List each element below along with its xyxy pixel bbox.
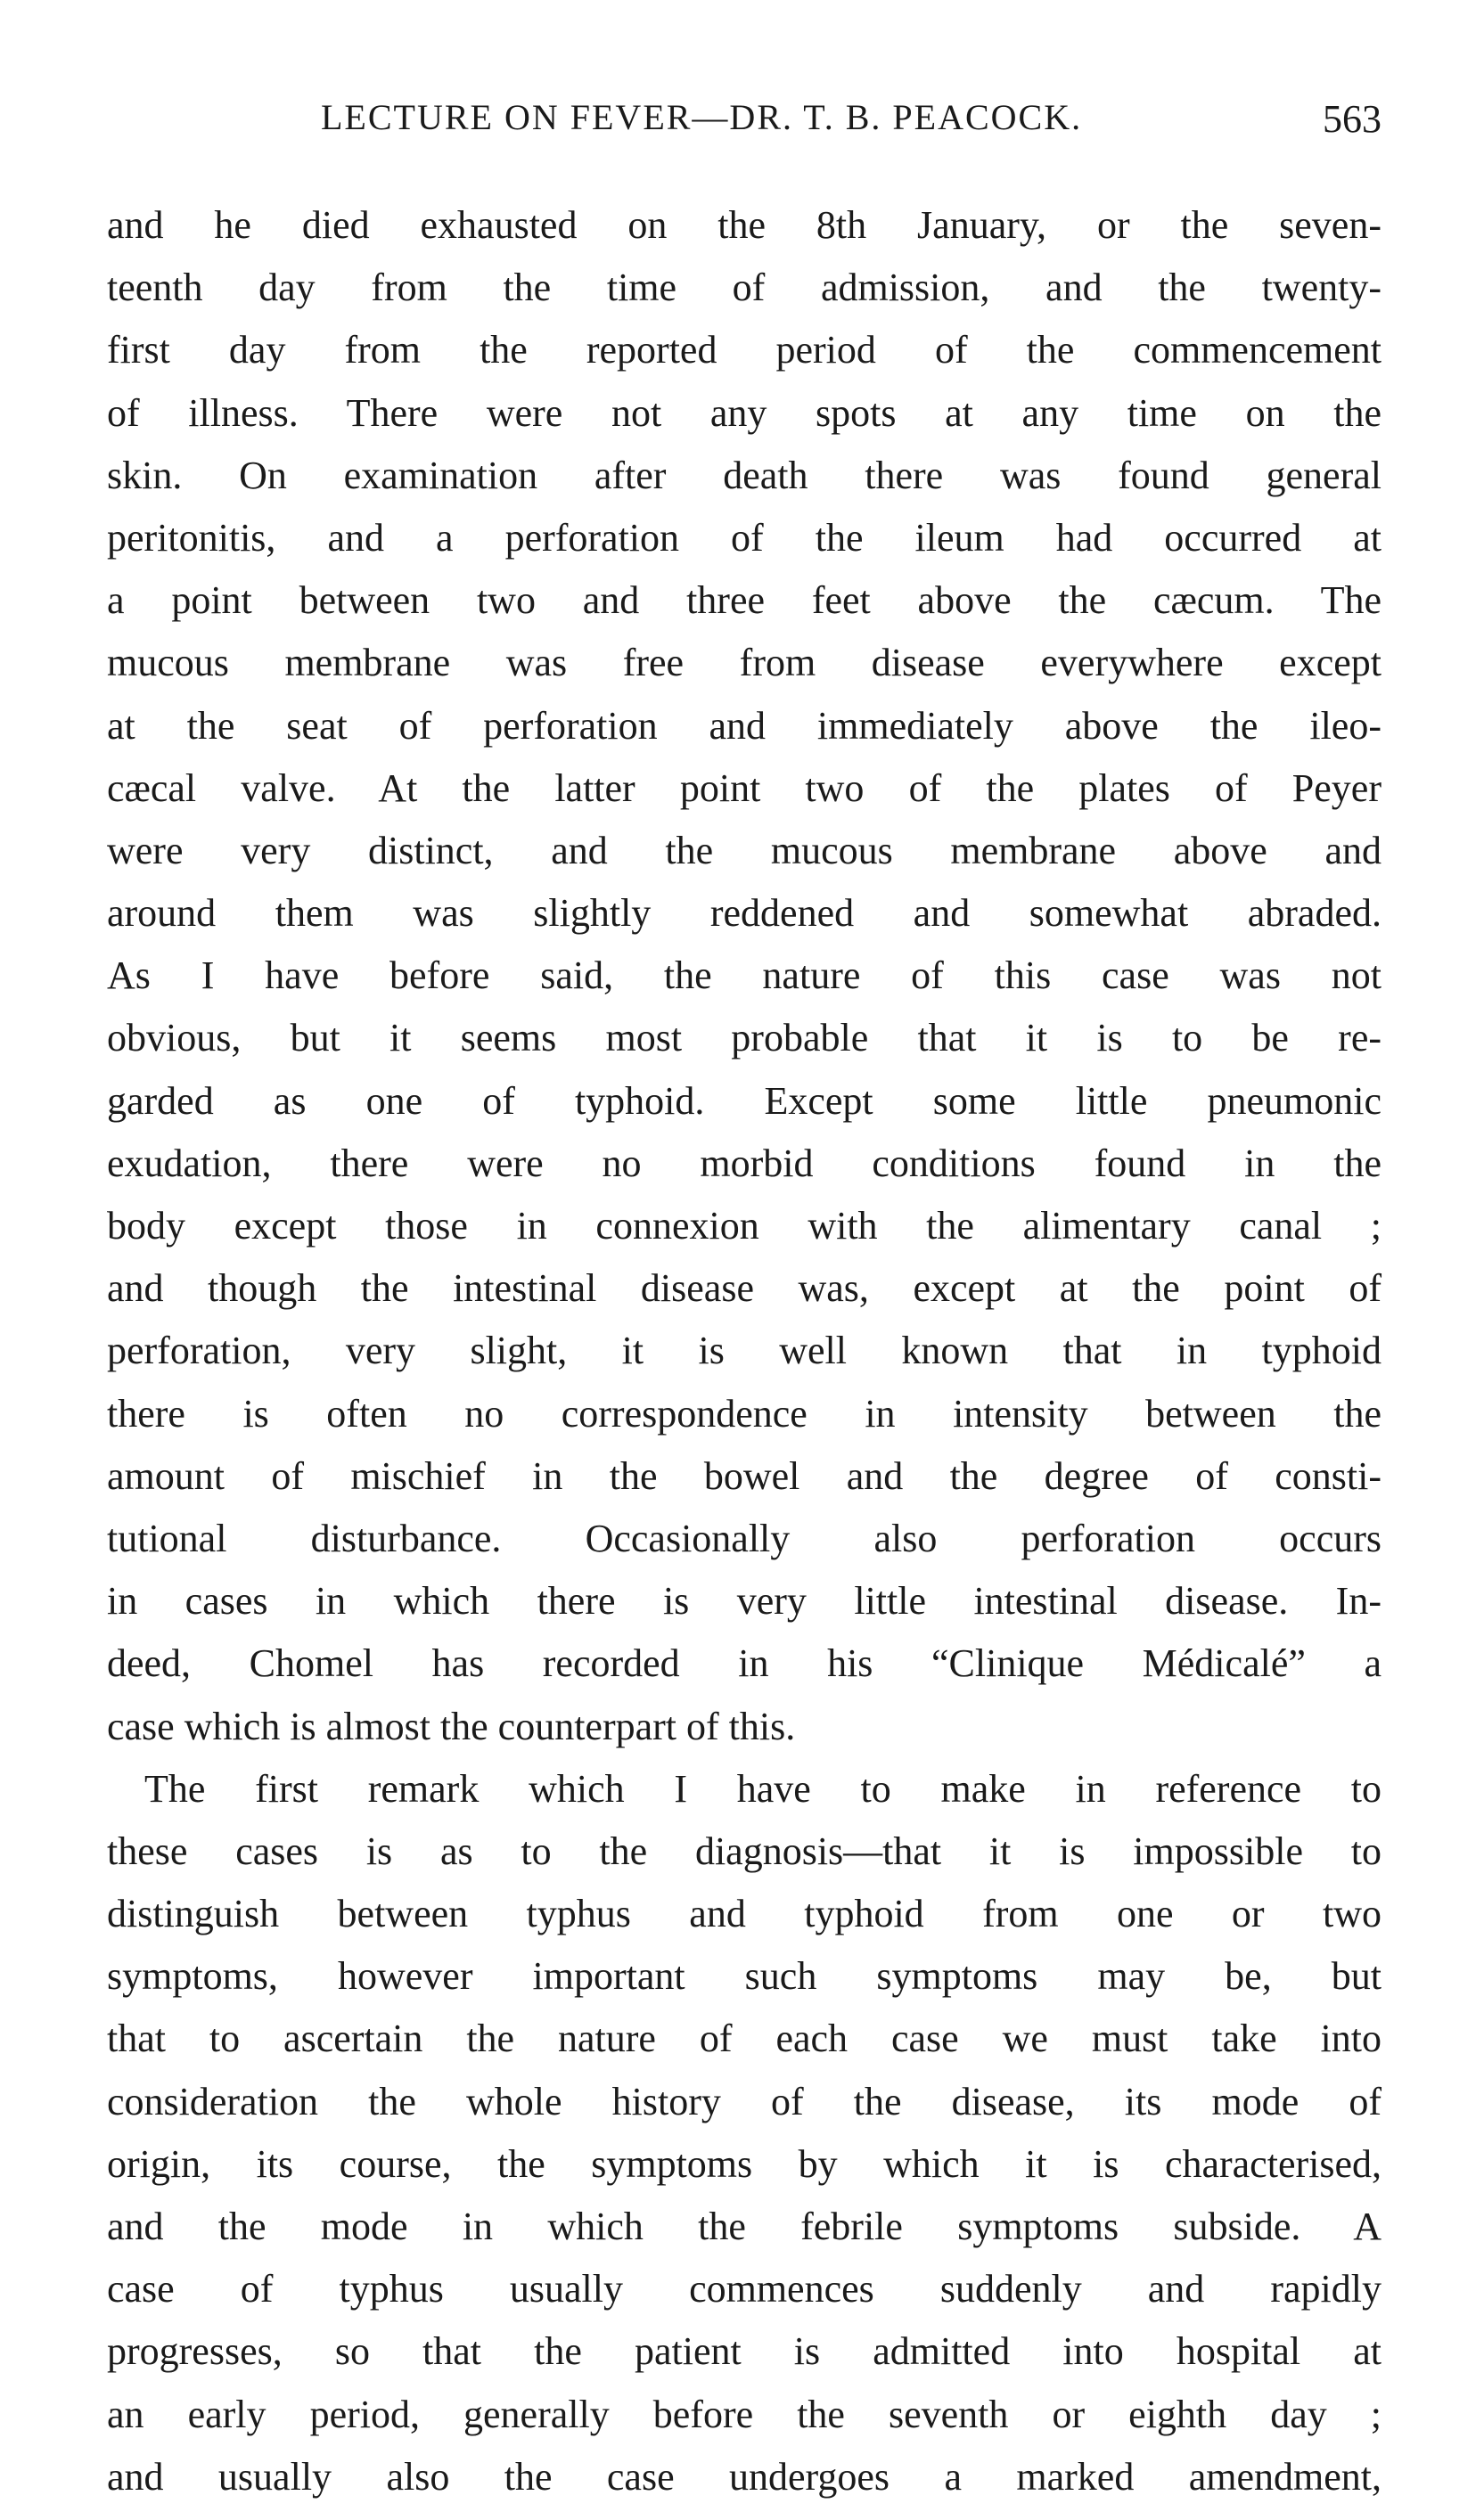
text-line: obvious, but it seems most probable that it is to be re- xyxy=(107,1016,1382,1060)
text-line: cæcal valve. At the latter point two of the plates of Peyer xyxy=(107,765,1382,810)
running-head xyxy=(107,96,1382,159)
text-line: tutional disturbance. Occasionally also perforation occurs xyxy=(107,1516,1382,1560)
text-line: deed, Chomel has recorded in his “Clinique Médicalé” a xyxy=(107,1641,1382,1686)
text-line: a point between two and three feet above the cæcum. The xyxy=(107,578,1382,623)
text-line: mucous membrane was free from disease everywhere except xyxy=(107,641,1382,685)
text-line: distinguish between typhus and typhoid from one or two xyxy=(107,1892,1382,1936)
paragraph-1 xyxy=(107,194,1382,1758)
text-line: As I have before said, the nature of this case was not xyxy=(107,953,1382,998)
text-line: teenth day from the time of admission, and the twenty- xyxy=(107,266,1382,310)
text-line: body except those in connexion with the alimentary canal ; xyxy=(107,1204,1382,1248)
text-line: an early period, generally before the seventh or eighth day ; xyxy=(107,2392,1382,2436)
running-title: LECTURE ON FEVER—DR. T. B. PEACOCK. xyxy=(321,97,1083,137)
text-line: in cases in which there is very little intestinal disease. In- xyxy=(107,1579,1382,1624)
paragraph-2 xyxy=(107,1758,1382,2508)
text-line: perforation, very slight, it is well known that in typhoid xyxy=(107,1329,1382,1373)
text-line: and usually also the case undergoes a marked amendment, xyxy=(107,2454,1382,2499)
text-line: amount of mischief in the bowel and the degree of consti- xyxy=(107,1453,1382,1498)
text-line: peritonitis, and a perforation of the ileum had occurred at xyxy=(107,515,1382,560)
text-line: symptoms, however important such symptoms may be, but xyxy=(107,1954,1382,1999)
text-line: garded as one of typhoid. Except some little pneumonic xyxy=(107,1078,1382,1123)
text-line: origin, its course, the symptoms by which it is characterised, xyxy=(107,2141,1382,2186)
text-line: consideration the whole history of the disease, its mode of xyxy=(107,2079,1382,2123)
text-line: of illness. There were not any spots at any time on the xyxy=(107,390,1382,435)
text-line: skin. On examination after death there was found general xyxy=(107,453,1382,497)
text-line: case of typhus usually commences suddenly and rapidly xyxy=(107,2267,1382,2311)
page-number: 563 xyxy=(1323,97,1382,141)
text-line: and he died exhausted on the 8th January, or the seven- xyxy=(107,203,1382,247)
text-line: at the seat of perforation and immediately above the ileo- xyxy=(107,703,1382,748)
text-line: progresses, so that the patient is admitted into hospital at xyxy=(107,2329,1382,2374)
text-line: The first remark which I have to make in reference to xyxy=(144,1766,1382,1811)
text-line: there is often no correspondence in intensity between the xyxy=(107,1391,1382,1436)
body-text xyxy=(107,194,1382,2508)
text-line: that to ascertain the nature of each case we must take into xyxy=(107,2017,1382,2061)
text-line: exudation, there were no morbid conditions found in the xyxy=(107,1141,1382,1185)
text-line: case which is almost the counterpart of this. xyxy=(107,1704,796,1748)
text-line: were very distinct, and the mucous membrane above and xyxy=(107,828,1382,872)
text-line: and though the intestinal disease was, except at the point of xyxy=(107,1266,1382,1311)
text-line: first day from the reported period of the commencement xyxy=(107,328,1382,372)
text-line: these cases is as to the diagnosis—that it is impossible to xyxy=(107,1829,1382,1873)
text-line: around them was slightly reddened and somewhat abraded. xyxy=(107,891,1382,936)
text-line: and the mode in which the febrile symptoms subside. A xyxy=(107,2205,1382,2248)
